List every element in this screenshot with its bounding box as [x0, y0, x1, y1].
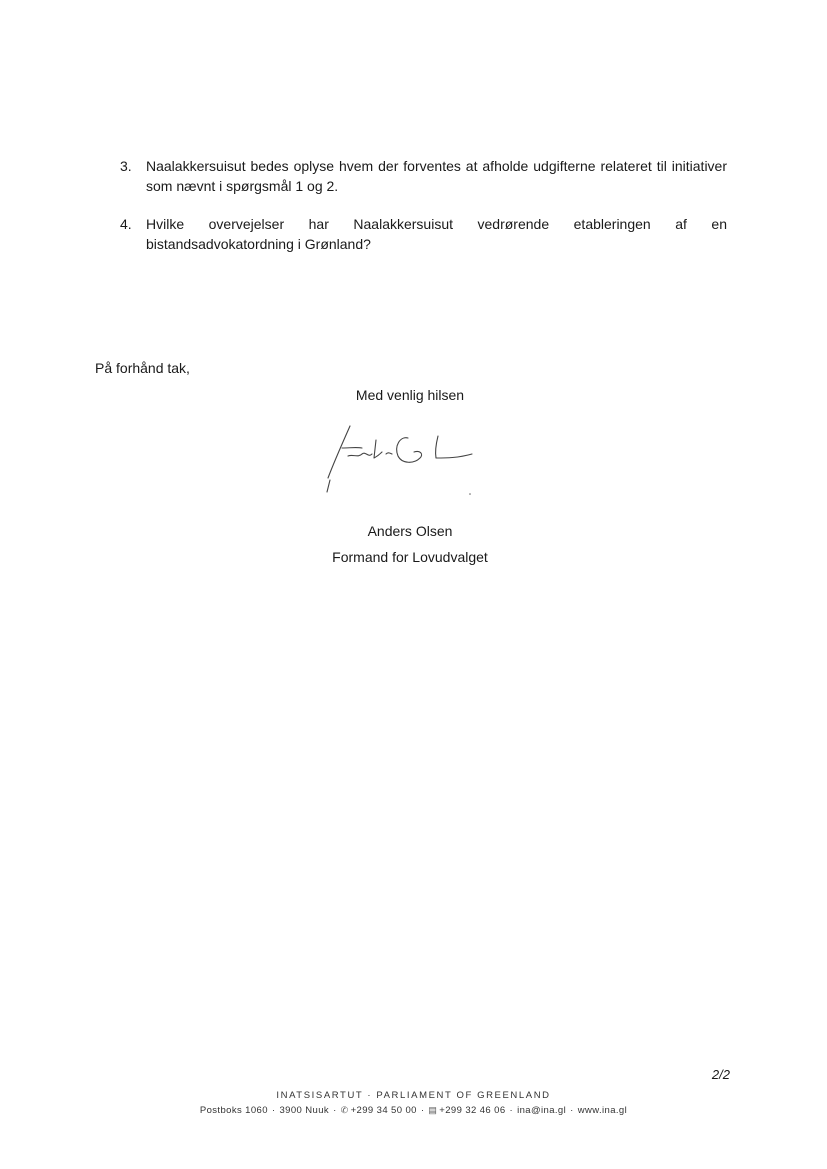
fax-icon: ▤ — [428, 1105, 438, 1115]
footer-website[interactable]: www.ina.gl — [577, 1105, 628, 1116]
footer-city: 3900 Nuuk — [279, 1105, 330, 1116]
question-text: Hvilke overvejelser har Naalakkersuisut vedrørende etableringen af en bistandsadvokatordning i Grønland? — [146, 216, 727, 252]
footer-email[interactable]: ina@ina.gl — [517, 1105, 567, 1116]
question-item — [120, 214, 727, 254]
handwritten-signature — [320, 418, 500, 498]
footer-phone: +299 34 50 00 — [350, 1105, 417, 1116]
question-list — [120, 156, 727, 272]
signer-name: Anders Olsen — [367, 523, 453, 539]
question-text: Naalakkersuisut bedes oplyse hvem der forventes at afholde udgifterne relateret til initiativer som nævnt i spørgsmål 1 og 2. — [146, 158, 727, 194]
closing-greeting: På forhånd tak, — [95, 360, 190, 376]
page-number: 2/2 — [711, 1067, 730, 1082]
question-number: 4. — [120, 216, 132, 232]
footer-contact-line: Postboks 1060 · 3900 Nuuk · ✆ +299 34 50 00 · ▤ +299 32 46 06 · ina@ina.gl · www.ina.gl — [199, 1105, 628, 1116]
question-number: 3. — [120, 158, 132, 174]
question-item — [120, 156, 727, 196]
footer — [100, 1089, 727, 1118]
footer-fax: +299 32 46 06 — [439, 1105, 506, 1116]
phone-icon: ✆ — [340, 1105, 349, 1115]
signer-title: Formand for Lovudvalget — [332, 549, 488, 565]
sign-off: Med venlig hilsen — [355, 387, 465, 403]
footer-organization: INATSISARTUT · PARLIAMENT OF GREENLAND — [276, 1090, 551, 1101]
footer-address: Postboks 1060 — [199, 1105, 268, 1116]
